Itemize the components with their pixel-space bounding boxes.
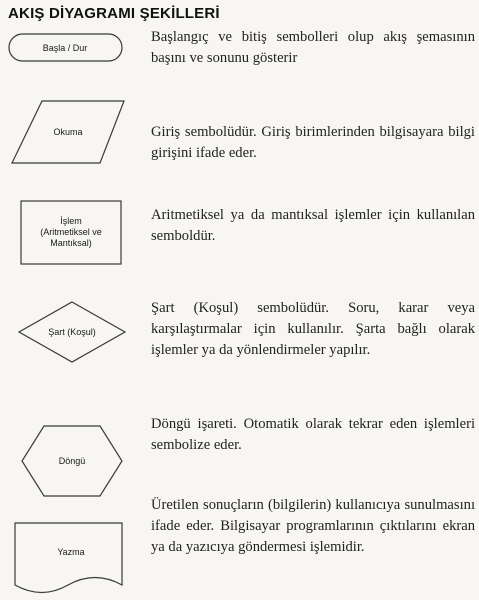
input-description: Giriş sembolüdür. Giriş birimlerinden bilgisayara bilgi girişini ifade eder. [151,124,475,161]
terminator-label: Başla / Dur [42,43,88,53]
terminator-shape [9,34,122,61]
decision-description: Şart (Koşul) sembolüdür. Soru, karar veya karşılaştırmalar için kullanılır. Şarta bağlı olarak işlemler ya da yönlendirmeler yapılır. [151,300,475,358]
process-label-line-3: Mantıksal) [50,238,92,248]
flowchart-shapes-column [0,0,150,600]
output-label: Yazma [57,547,85,557]
output-description: Üretilen sonuçların (bilgilerin) kullanıcıya sunulmasını ifade eder. Bilgisayar programlarının çıktılarını ekran ya da yazıcıya göndermesi işlemidir. [151,497,475,555]
process-label-line-2: (Aritmetiksel ve [40,227,102,237]
decision-label: Şart (Koşul) [48,327,96,337]
input-label: Okuma [53,127,83,137]
loop-hexagon-shape [22,426,122,496]
terminator-description: Başlangıç ve bitiş sembolleri olup akış şemasının başını ve sonunu gösterir [151,29,475,66]
output-document-shape [15,523,122,593]
process-rectangle-shape [21,201,121,264]
loop-description: Döngü işareti. Otomatik olarak tekrar eden işlemleri sembolize eder. [151,416,475,453]
input-parallelogram-shape [12,101,124,163]
decision-diamond-shape [19,302,125,362]
page-title: AKIŞ DİYAGRAMI ŞEKİLLERİ [8,5,220,22]
process-label-line-1: İşlem [60,216,82,226]
loop-label: Döngü [58,456,86,466]
process-description: Aritmetiksel ya da mantıksal işlemler için kullanılan semboldür. [151,207,475,244]
shapes-canvas [0,0,150,600]
